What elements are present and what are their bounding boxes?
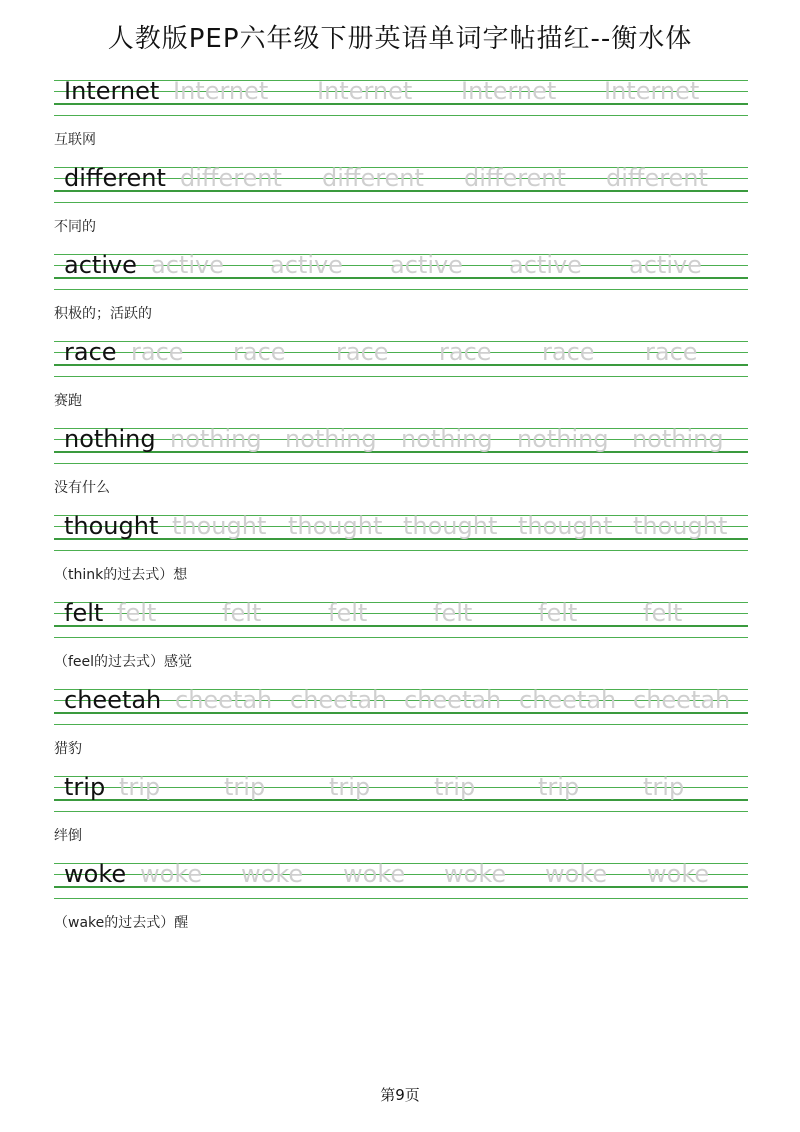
- trace-word: cheetah: [633, 686, 731, 714]
- trace-word: race: [439, 338, 492, 366]
- trace-word: thought: [288, 512, 383, 540]
- word-meaning: 赛跑: [54, 393, 82, 409]
- trace-word: Internet: [604, 77, 700, 105]
- trace-word: felt: [433, 599, 473, 627]
- trace-word: different: [606, 164, 708, 192]
- trace-word: active: [270, 251, 343, 279]
- word-row: [64, 337, 748, 373]
- guide-line: [54, 811, 748, 812]
- word-meaning: 没有什么: [54, 480, 110, 496]
- guide-line: [54, 115, 748, 116]
- trace-word: thought: [518, 512, 613, 540]
- trace-word: thought: [403, 512, 498, 540]
- word-meaning: 不同的: [54, 219, 96, 235]
- page-title: 人教版PEP六年级下册英语单词字帖描红--衡水体: [107, 24, 693, 54]
- vocabulary-word: felt: [64, 599, 104, 627]
- trace-word: Internet: [317, 77, 413, 105]
- trace-word: felt: [538, 599, 578, 627]
- trace-word: active: [390, 251, 463, 279]
- trace-word: woke: [444, 860, 507, 888]
- trace-word: woke: [343, 860, 406, 888]
- trace-word: nothing: [632, 425, 724, 453]
- trace-word: trip: [329, 773, 371, 801]
- word-row: [64, 685, 748, 721]
- word-row: [64, 772, 748, 808]
- guide-line: [54, 637, 748, 638]
- word-entry: [0, 773, 800, 863]
- guide-line: [54, 463, 748, 464]
- trace-word: woke: [241, 860, 304, 888]
- trace-word: race: [542, 338, 595, 366]
- trace-word: different: [180, 164, 282, 192]
- trace-word: trip: [434, 773, 476, 801]
- word-row: [64, 250, 748, 286]
- vocabulary-word: thought: [64, 512, 159, 540]
- word-meaning: 互联网: [54, 132, 96, 148]
- trace-word: nothing: [285, 425, 377, 453]
- trace-word: woke: [647, 860, 710, 888]
- vocabulary-word: active: [64, 251, 137, 279]
- trace-word: Internet: [173, 77, 269, 105]
- trace-word: cheetah: [404, 686, 502, 714]
- word-meaning: （think的过去式）想: [54, 567, 188, 583]
- word-row: [64, 424, 748, 460]
- trace-word: trip: [119, 773, 161, 801]
- word-meaning: （feel的过去式）感觉: [54, 654, 193, 670]
- vocabulary-word: race: [64, 338, 117, 366]
- word-entry: [0, 599, 800, 689]
- vocabulary-word: different: [64, 164, 166, 192]
- word-entry: [0, 77, 800, 167]
- trace-word: woke: [140, 860, 203, 888]
- trace-word: trip: [538, 773, 580, 801]
- trace-word: nothing: [170, 425, 262, 453]
- trace-word: different: [322, 164, 424, 192]
- trace-word: race: [645, 338, 698, 366]
- trace-word: trip: [643, 773, 685, 801]
- guide-line: [54, 724, 748, 725]
- trace-word: race: [233, 338, 286, 366]
- trace-word: cheetah: [175, 686, 273, 714]
- word-entry: [0, 425, 800, 515]
- word-entry: [0, 860, 800, 950]
- word-entry: [0, 512, 800, 602]
- trace-word: felt: [117, 599, 157, 627]
- trace-word: active: [151, 251, 224, 279]
- word-row: [64, 76, 748, 112]
- word-entry: [0, 164, 800, 254]
- trace-word: trip: [224, 773, 266, 801]
- word-meaning: 绊倒: [54, 828, 82, 844]
- page-number: 第9页: [380, 1086, 420, 1104]
- word-row: [64, 598, 748, 634]
- word-entry: [0, 686, 800, 776]
- word-meaning: 猎豹: [54, 741, 82, 757]
- word-row: [64, 511, 748, 547]
- vocabulary-word: woke: [64, 860, 127, 888]
- trace-word: felt: [643, 599, 683, 627]
- trace-word: thought: [633, 512, 728, 540]
- trace-word: nothing: [401, 425, 493, 453]
- vocabulary-word: trip: [64, 773, 106, 801]
- guide-line: [54, 898, 748, 899]
- trace-word: cheetah: [290, 686, 388, 714]
- vocabulary-word: cheetah: [64, 686, 162, 714]
- trace-word: nothing: [517, 425, 609, 453]
- word-meaning: 积极的；活跃的: [54, 306, 152, 322]
- trace-word: felt: [222, 599, 262, 627]
- vocabulary-word: nothing: [64, 425, 156, 453]
- trace-word: Internet: [461, 77, 557, 105]
- trace-word: woke: [545, 860, 608, 888]
- trace-word: race: [131, 338, 184, 366]
- guide-line: [54, 550, 748, 551]
- trace-word: active: [509, 251, 582, 279]
- guide-line: [54, 202, 748, 203]
- guide-line: [54, 289, 748, 290]
- trace-word: active: [629, 251, 702, 279]
- word-meaning: （wake的过去式）醒: [54, 915, 189, 931]
- trace-word: felt: [328, 599, 368, 627]
- trace-word: different: [464, 164, 566, 192]
- word-entry: [0, 338, 800, 428]
- trace-word: thought: [172, 512, 267, 540]
- word-row: [64, 859, 748, 895]
- trace-word: cheetah: [519, 686, 617, 714]
- guide-line: [54, 376, 748, 377]
- word-entry: [0, 251, 800, 341]
- word-row: [64, 163, 748, 199]
- vocabulary-word: Internet: [64, 77, 160, 105]
- trace-word: race: [336, 338, 389, 366]
